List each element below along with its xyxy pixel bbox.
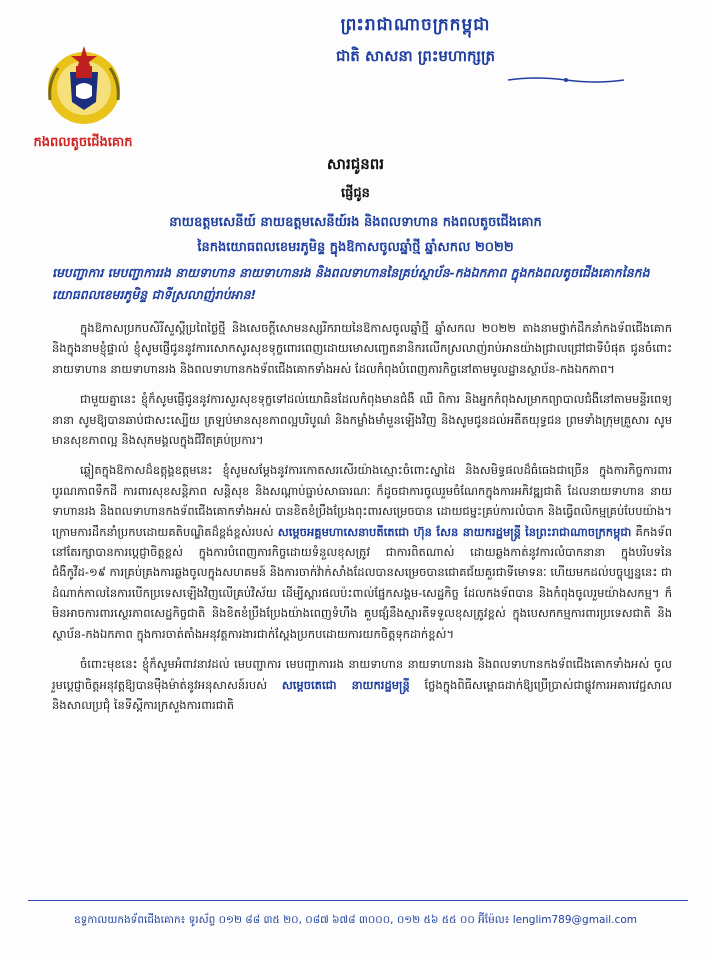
paragraph-4-continued: ថ្លែងក្នុងពិធីសម្ពោធដាក់ឱ្យប្រើប្រាស់ជាផ្លូវការអគារវេជ្ជសាល និងសាលប្រជុំ នៃទីស្តីការក្រសួងការពារជាតិ: [52, 677, 672, 712]
unit-name: កងពលតូចជើងគោក: [33, 135, 133, 150]
divider-flourish-icon: [506, 76, 626, 84]
paragraph-4: [52, 654, 672, 715]
leader-name: សម្តេចអគ្គមហាសេនាបតីតេជោ ហ៊ុន សែន នាយករដ្ឋមន្ត្រី: [277, 524, 521, 539]
footer-contact: ឧទ្ទកាលយកងទ័ពជើងគោក៖ ទូរស័ព្ទ ០១២ ៨៨ ៣៥ ២០, ០៨៧ ៦៧៨ ៣០០០, ០១២ ៥៦ ៥៥ ០០ អ៊ីម៉ែល៖ lenglim789@gmail.com: [74, 914, 637, 926]
paragraph-3-continued: គឺកងទ័ពនៅតែរក្សាបានការប្ដេជ្ញាចិត្តខ្ពស់ ក្នុងការបំពេញភារកិច្ចដោយទំនួលខុសត្រូវ ជាការពិតណាស់ ដោយឆ្លងកាត់នូវការលំបាកនានា ក្នុងបរិបទនៃជំងឺកូវីដ-១៩ ការគ្រប់គ្រងការឆ្លងចូលក្នុងសហគមន៍ និងការចាក់វ៉ាក់សាំងដែលបានសម្រេចបានជោគជ័យគួរជាទីមោទនៈ ហើយមកដល់បច្ចុប្បន្ននេះ ជាដំណាក់កាលនៃការបើកប្រទេសឡើងវិញលើគ្រប់វិស័យ ដើម្បីស្តារផលប៉ះពាល់ផ្នែកសង្គម-សេដ្ឋកិច្ច ដែលកងទ័ពបាន និងកំពុងចូលរួមយ៉ាងសកម្ម។ ក៏មិនអាចការពារស្ថេរភាពសេដ្ឋកិច្ចជាតិ និងខិតខំប្រឹងប្រែងយ៉ាងពេញទំហឹង គួបផ្សំនឹងស្មារតីទទួលខុសត្រូវខ្ពស់ ក្នុងបេសកកម្មការពារប្រទេសជាតិ និងស្ថាប័ន-កងឯកភាព ក្នុងការចាត់តាំងអនុវត្តការងារជាក់ស្តែងប្រកបដោយការយកចិត្តទុកដាក់ខ្ពស់។: [52, 524, 672, 641]
recipients-line-1: នាយឧត្តមសេនីយ៍ នាយឧត្តមសេនីយ៍រង និងពលទាហាន កងពលតូចជើងគោក: [169, 215, 542, 230]
footer-divider: [28, 900, 688, 901]
title-block: [0, 155, 711, 258]
paragraph-3: [52, 460, 672, 644]
paragraph-4-text: ចំពោះមុខនេះ ខ្ញុំក៏សូមអំពាវនាវដល់ មេបញ្ជាការ មេបញ្ជាការរង នាយទាហាន នាយទាហានរង និងពលទាហានកងទ័ពជើងគោកទាំងអស់ ចូលរួមប្តេជ្ញាចិត្តអនុវត្តឱ្យបានម៉ឺងម៉ាត់នូវអនុសាសន៍របស់: [52, 657, 672, 692]
paragraph-3-text: ឆ្លៀតក្នុងឱកាសដ៏ឧត្តុង្គឧត្តមនេះ ខ្ញុំសូមសម្តែងនូវការកោតសរសើរយ៉ាងស្មោះចំពោះស្នាដៃ និងសមិទ្ធផលដ៏ធំធេងជាច្រើន ក្នុងការកិច្ចការពារបូរណភាពទឹកដី ការពារសុខសន្តិភាព សន្តិសុខ និងសណ្តាប់ធ្នាប់សាធារណៈ ក៏ដូចជាការចូលរួមចំណែកក្នុងការអភិវឌ្ឍជាតិ ដែលនាយទាហាន នាយទាហានរង និងពលទាហានកងទ័ពជើងគោកទាំងអស់ បានខិតខំប្រឹងប្រែងពុះពារសម្រេចបាន ដោយជម្នះគ្រប់ការលំបាក និងធ្វើពលិកម្មគ្រប់បែបយ៉ាង។ ក្រោមការដឹកនាំប្រកបដោយគតិបណ្ឌិតដ៏ខ្ពង់ខ្ពស់របស់: [52, 463, 672, 539]
letter-body: [52, 318, 672, 725]
leader-name-short: សម្តេចតេជោ នាយករដ្ឋមន្ត្រី: [281, 677, 410, 692]
salutation: មេបញ្ជាការ មេបញ្ជាការរង នាយទាហាន នាយទាហានរង និងពលទាហាននៃគ្រប់ស្ថាប័ន-កងឯកភាព ក្នុងកងពលតូចជើងគោកនៃកងយោធពលខេមរភូមិន្ទ ជាទីស្រលាញ់រាប់អាន!: [52, 265, 650, 302]
kingdom-reference: នៃព្រះរាជាណាចក្រកម្ពុជា: [525, 524, 632, 539]
paragraph-2: ជាមួយគ្នានេះ ខ្ញុំក៏សូមផ្ញើជូននូវការសួរសុខទុក្ខទៅដល់យោធិនដែលកំពុងមានជំងឺ ឈឺ ពិការ និងអ្នកកំពុងសម្រាកព្យាបាលជំងឺនៅតាមមន្ទីរពេទ្យនានា សូមឱ្យបានឆាប់ជាសះស្បើយ ត្រឡប់មានសុខភាពល្អបរិបូណ៌ និងកម្លាំងមាំមួនឡើងវិញ និងសូមជូនដល់អតីតយុទ្ធជន ព្រមទាំងក្រុមគ្រួសារ សូមមានសុខភាពល្អ និងសុភមង្គលក្នុងជីវិតគ្រប់ប្រការ។: [52, 392, 672, 448]
paragraph-1: ក្នុងឱកាសប្រកបសិរីសួស្តីប្រពៃថ្ងៃថ្មី និងសេចក្តីសោមនស្សរីករាយនៃឱកាសចូលឆ្នាំថ្មី ឆ្នាំសកល ២០២២ តាងនាមថ្នាក់ដឹកនាំកងទ័ពជើងគោក និងក្នុងនាមខ្ញុំផ្ទាល់ ខ្ញុំសូមផ្ញើជូននូវការសោកសូរសុខទុក្ខពោរពេញដោយមោសញ្ចេតនានិករលើកស្រលាញ់រាប់អានយ៉ាងជ្រាលជ្រៅជាទីបំផុត ជូនចំពោះនាយទាហាន នាយទាហានរង និងពលទាហានកងទ័ពជើងគោកទាំងអស់ ដែលកំពុងបំពេញភារកិច្ចនៅតាមមូលដ្ឋានស្ថាប័ន-កងឯកភាព។: [52, 321, 672, 376]
kingdom-name: ព្រះរាជាណាចក្រកម្ពុជា: [340, 15, 491, 35]
document-title: សារជូនពរ: [326, 155, 385, 173]
army-emblem-icon: [40, 42, 128, 126]
recipients-line-2: នៃកងយោធពលខេមរភូមិន្ទ ក្នុងឱកាសចូលឆ្នាំថ្មី ឆ្នាំសកល ២០២២: [197, 240, 514, 255]
document-subtitle: ផ្ញើជូន: [341, 186, 370, 201]
national-motto: ជាតិ សាសនា ព្រះមហាក្សត្រ: [336, 47, 495, 65]
